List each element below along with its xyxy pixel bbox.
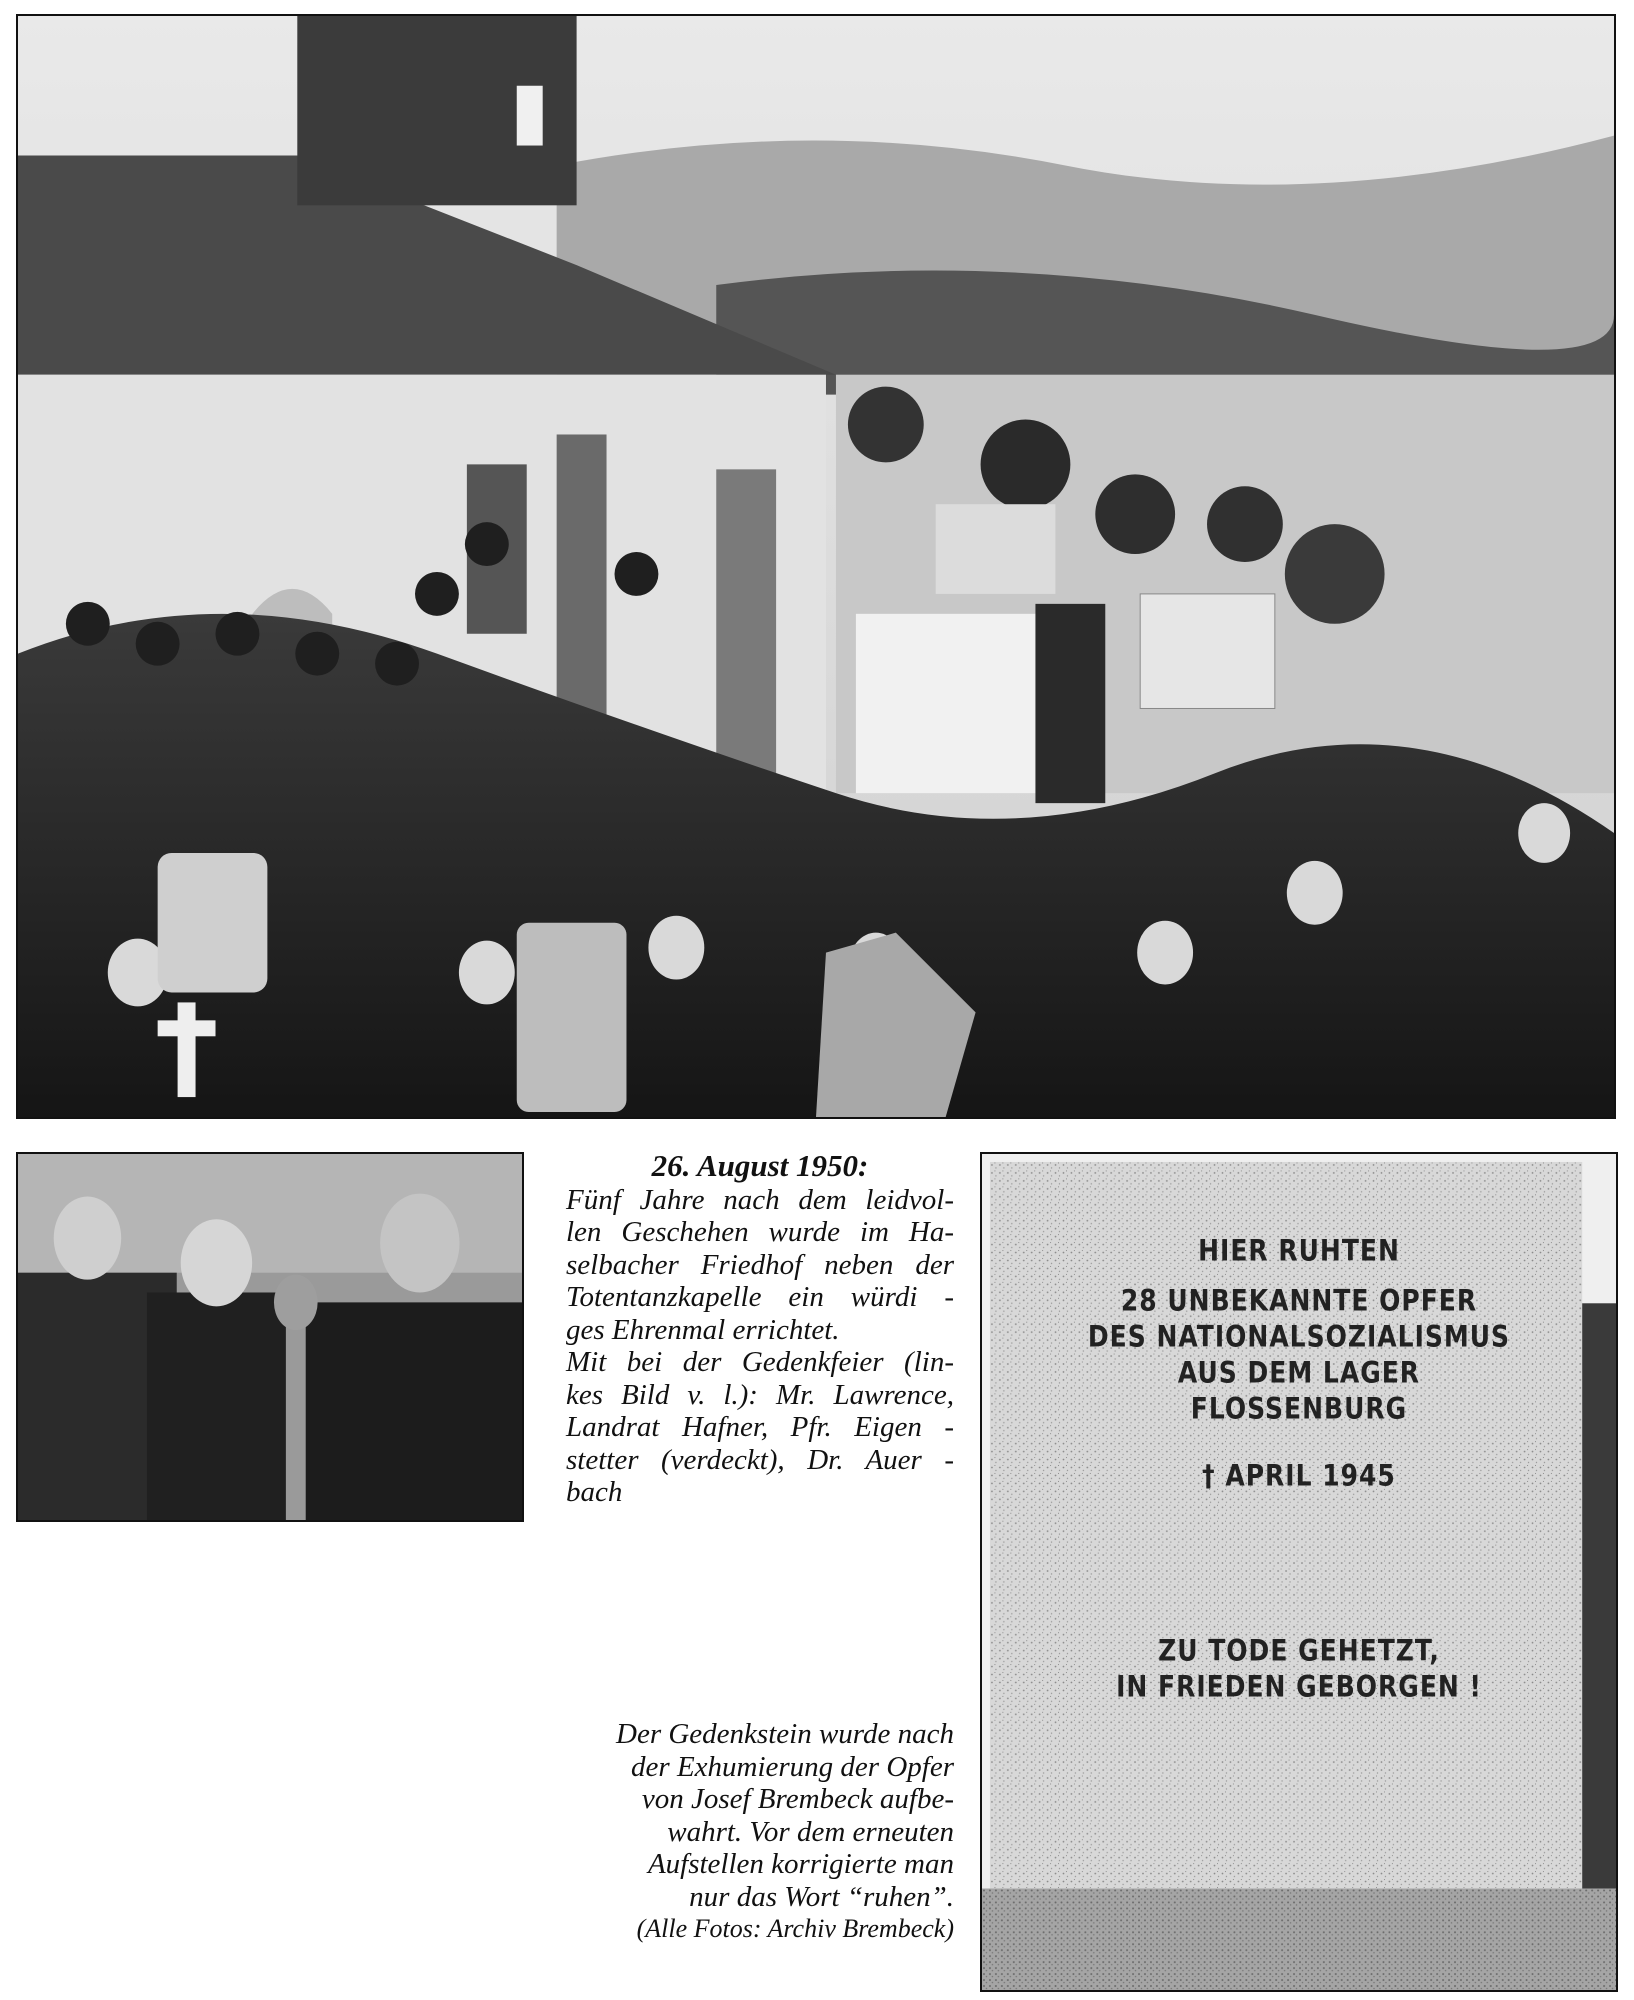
caption-line: kes Bild v. l.): Mr. Lawrence, <box>566 1378 954 1411</box>
inscription-line-5: FLOSSENBURG <box>1190 1391 1408 1426</box>
ceremony-photo <box>16 14 1616 1119</box>
caption-line: Landrat Hafner, Pfr. Eigen - <box>566 1411 954 1443</box>
caption-line: stetter (verdeckt), Dr. Auer - <box>566 1443 954 1476</box>
caption-line: ges Ehrenmal errichtet. <box>566 1313 840 1346</box>
stone-caption-line: von Josef Brembeck aufbe- <box>641 1783 954 1815</box>
caption-line: selbacher Friedhof neben der <box>566 1248 954 1281</box>
inscription-line-2: 28 UNBEKANNTE OPFER <box>1120 1283 1478 1318</box>
caption-line: Totentanzkapelle ein würdi - <box>566 1281 954 1313</box>
officials-photo <box>16 1152 524 1522</box>
caption-line: len Geschehen wurde im Ha- <box>566 1216 954 1248</box>
inscription-line-3: DES NATIONALSOZIALISMUS <box>1087 1319 1511 1354</box>
stone-caption-line: wahrt. Vor dem erneuten <box>667 1815 954 1848</box>
stone-caption-line: nur das Wort “ruhen”. <box>689 1880 954 1913</box>
inscription-line-6: † APRIL 1945 <box>1202 1458 1396 1493</box>
caption-line: Fünf Jahre nach dem leidvol- <box>566 1183 954 1216</box>
caption-line: bach <box>566 1476 623 1508</box>
stone-caption-line: der Exhumierung der Opfer <box>631 1750 954 1783</box>
stone-caption-line: Der Gedenkstein wurde nach <box>616 1718 954 1750</box>
inscription-line-1: HIER RUHTEN <box>1198 1233 1400 1268</box>
memorial-stone-illustration <box>982 1154 1616 1990</box>
inscription-line-7: ZU TODE GEHETZT, <box>1158 1633 1440 1668</box>
stone-caption-line: Aufstellen korrigierte man <box>647 1848 954 1880</box>
photo-credit: (Alle Fotos: Archiv Brembeck) <box>636 1914 954 1943</box>
stone-caption <box>566 1718 954 1946</box>
ceremony-caption <box>566 1150 954 1509</box>
officials-photo-illustration <box>18 1154 522 1520</box>
caption-line: Mit bei der Gedenkfeier (lin- <box>566 1346 954 1378</box>
inscription-line-4: AUS DEM LAGER <box>1177 1355 1421 1390</box>
caption-date: 26. August 1950: <box>651 1148 869 1183</box>
ceremony-photo-illustration <box>18 16 1614 1117</box>
inscription-line-8: IN FRIEDEN GEBORGEN ! <box>1116 1669 1482 1704</box>
memorial-stone-photo <box>980 1152 1618 1992</box>
